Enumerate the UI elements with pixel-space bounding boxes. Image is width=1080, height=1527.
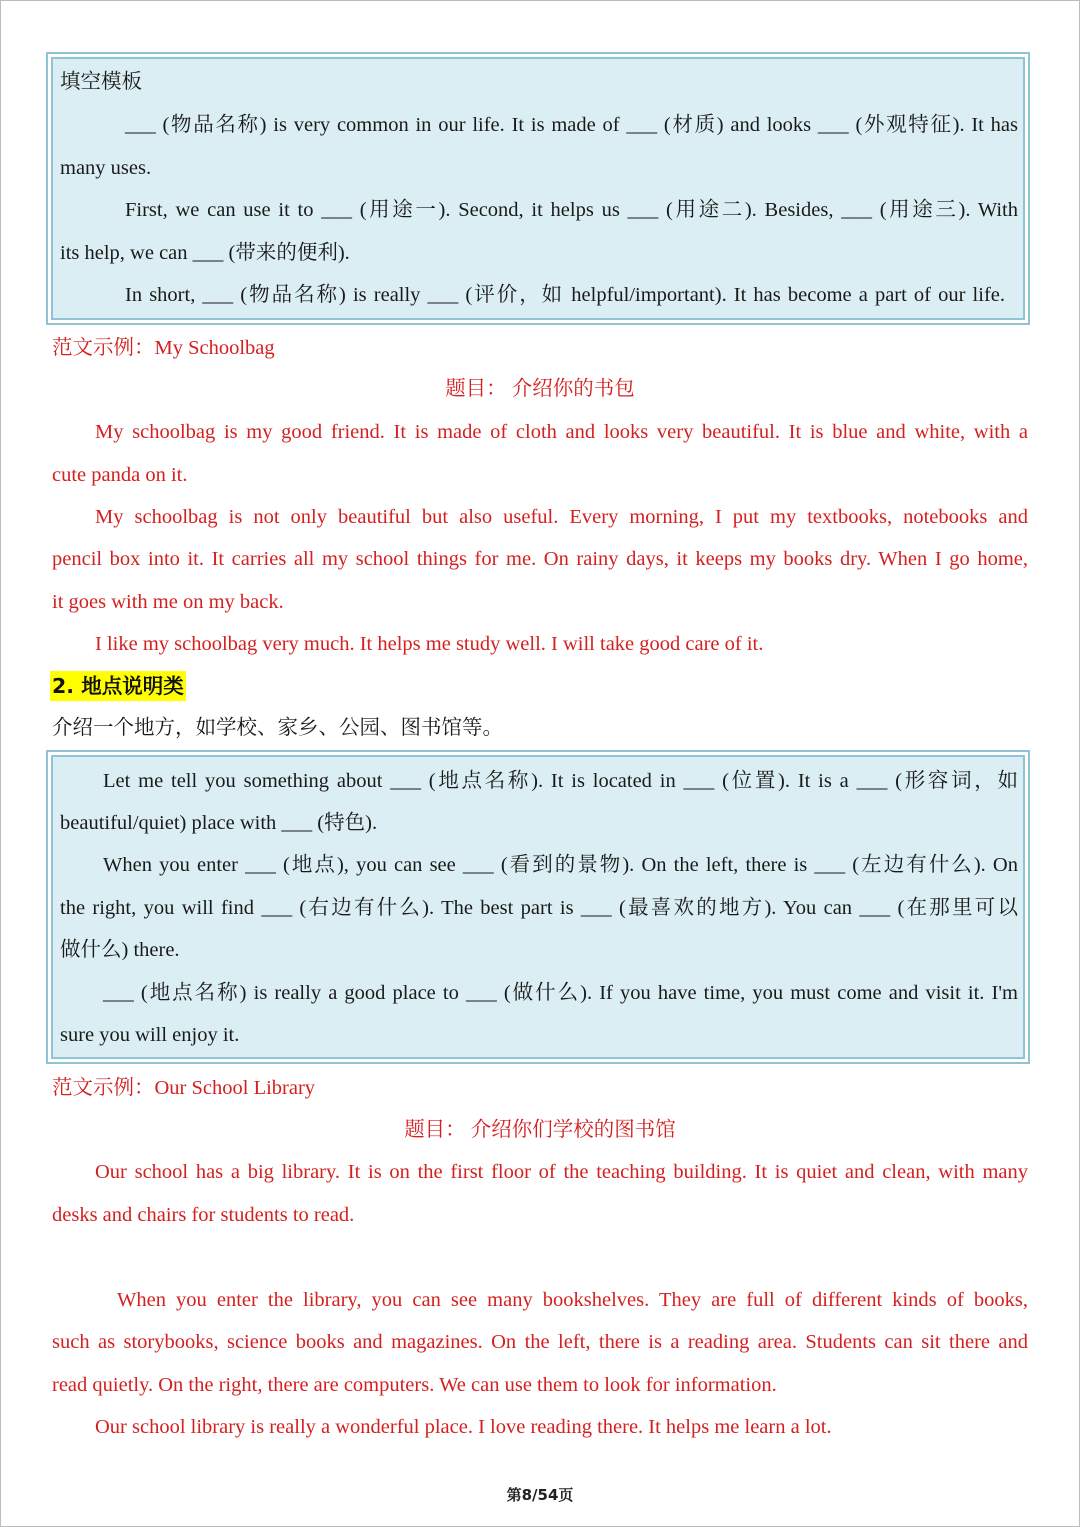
example-line: pencil box into it. It carries all my school things for me. On rainy days, it keeps my books dry. When I go home, [52, 548, 1028, 570]
example-line: it goes with me on my back. [52, 591, 284, 613]
template-title: 填空模板 [60, 71, 142, 93]
example-line: When you enter the library, you can see many bookshelves. They are full of different kinds of books, [117, 1289, 1028, 1311]
template-line: In short, ___ (物品名称) is really ___ (评价，如 helpful/important). It has become a part of our life. [125, 284, 1005, 306]
template-line: Let me tell you something about ___ (地点名称). It is located in ___ (位置). It is a ___ (形容词，如 [103, 770, 1018, 792]
page-number: 第8/54页 [506, 1486, 574, 1504]
example-line: I like my schoolbag very much. It helps me study well. I will take good care of it. [95, 633, 764, 655]
example-topic: 题目： 介绍你们学校的图书馆 [404, 1119, 676, 1141]
template-line: sure you will enjoy it. [60, 1024, 240, 1046]
example-line: My schoolbag is not only beautiful but also useful. Every morning, I put my textbooks, notebooks and [95, 506, 1028, 528]
template-line: First, we can use it to ___ (用途一). Second, it helps us ___ (用途二). Besides, ___ (用途三). With [125, 199, 1018, 221]
template-line: the right, you will find ___ (右边有什么). The best part is ___ (最喜欢的地方). You can ___ (在那里可以 [60, 897, 1018, 919]
template-line: beautiful/quiet) place with ___ (特色). [60, 812, 378, 834]
example-line: desks and chairs for students to read. [52, 1204, 355, 1226]
template-line: ___ (物品名称) is very common in our life. It is made of ___ (材质) and looks ___ (外观特征). It has [125, 114, 1018, 136]
example-label: 范文示例：Our School Library [52, 1077, 316, 1099]
template-line: ___ (地点名称) is really a good place to ___ (做什么). If you have time, you must come and visit it. I'm [103, 982, 1018, 1004]
section-heading: 2. 地点说明类 [50, 671, 186, 701]
example-line: read quietly. On the right, there are computers. We can use them to look for information. [52, 1374, 777, 1396]
template-line: many uses. [60, 157, 152, 179]
example-line: Our school library is really a wonderful place. I love reading there. It helps me learn a lot. [95, 1416, 832, 1438]
example-line: Our school has a big library. It is on the first floor of the teaching building. It is quiet and clean, with many [95, 1161, 1028, 1183]
section-intro: 介绍一个地方，如学校、家乡、公园、图书馆等。 [52, 717, 503, 739]
template-line: When you enter ___ (地点), you can see ___ (看到的景物). On the left, there is ___ (左边有什么). On [103, 854, 1018, 876]
example-line: cute panda on it. [52, 464, 188, 486]
template-line: its help, we can ___ (带来的便利). [60, 242, 350, 264]
template-line: 做什么) there. [60, 939, 180, 961]
example-label: 范文示例：My Schoolbag [52, 337, 275, 359]
example-line: My schoolbag is my good friend. It is made of cloth and looks very beautiful. It is blue and white, with a [95, 421, 1028, 443]
example-topic: 题目： 介绍你的书包 [445, 378, 635, 400]
example-line: such as storybooks, science books and magazines. On the left, there is a reading area. Students can sit there and [52, 1331, 1028, 1353]
